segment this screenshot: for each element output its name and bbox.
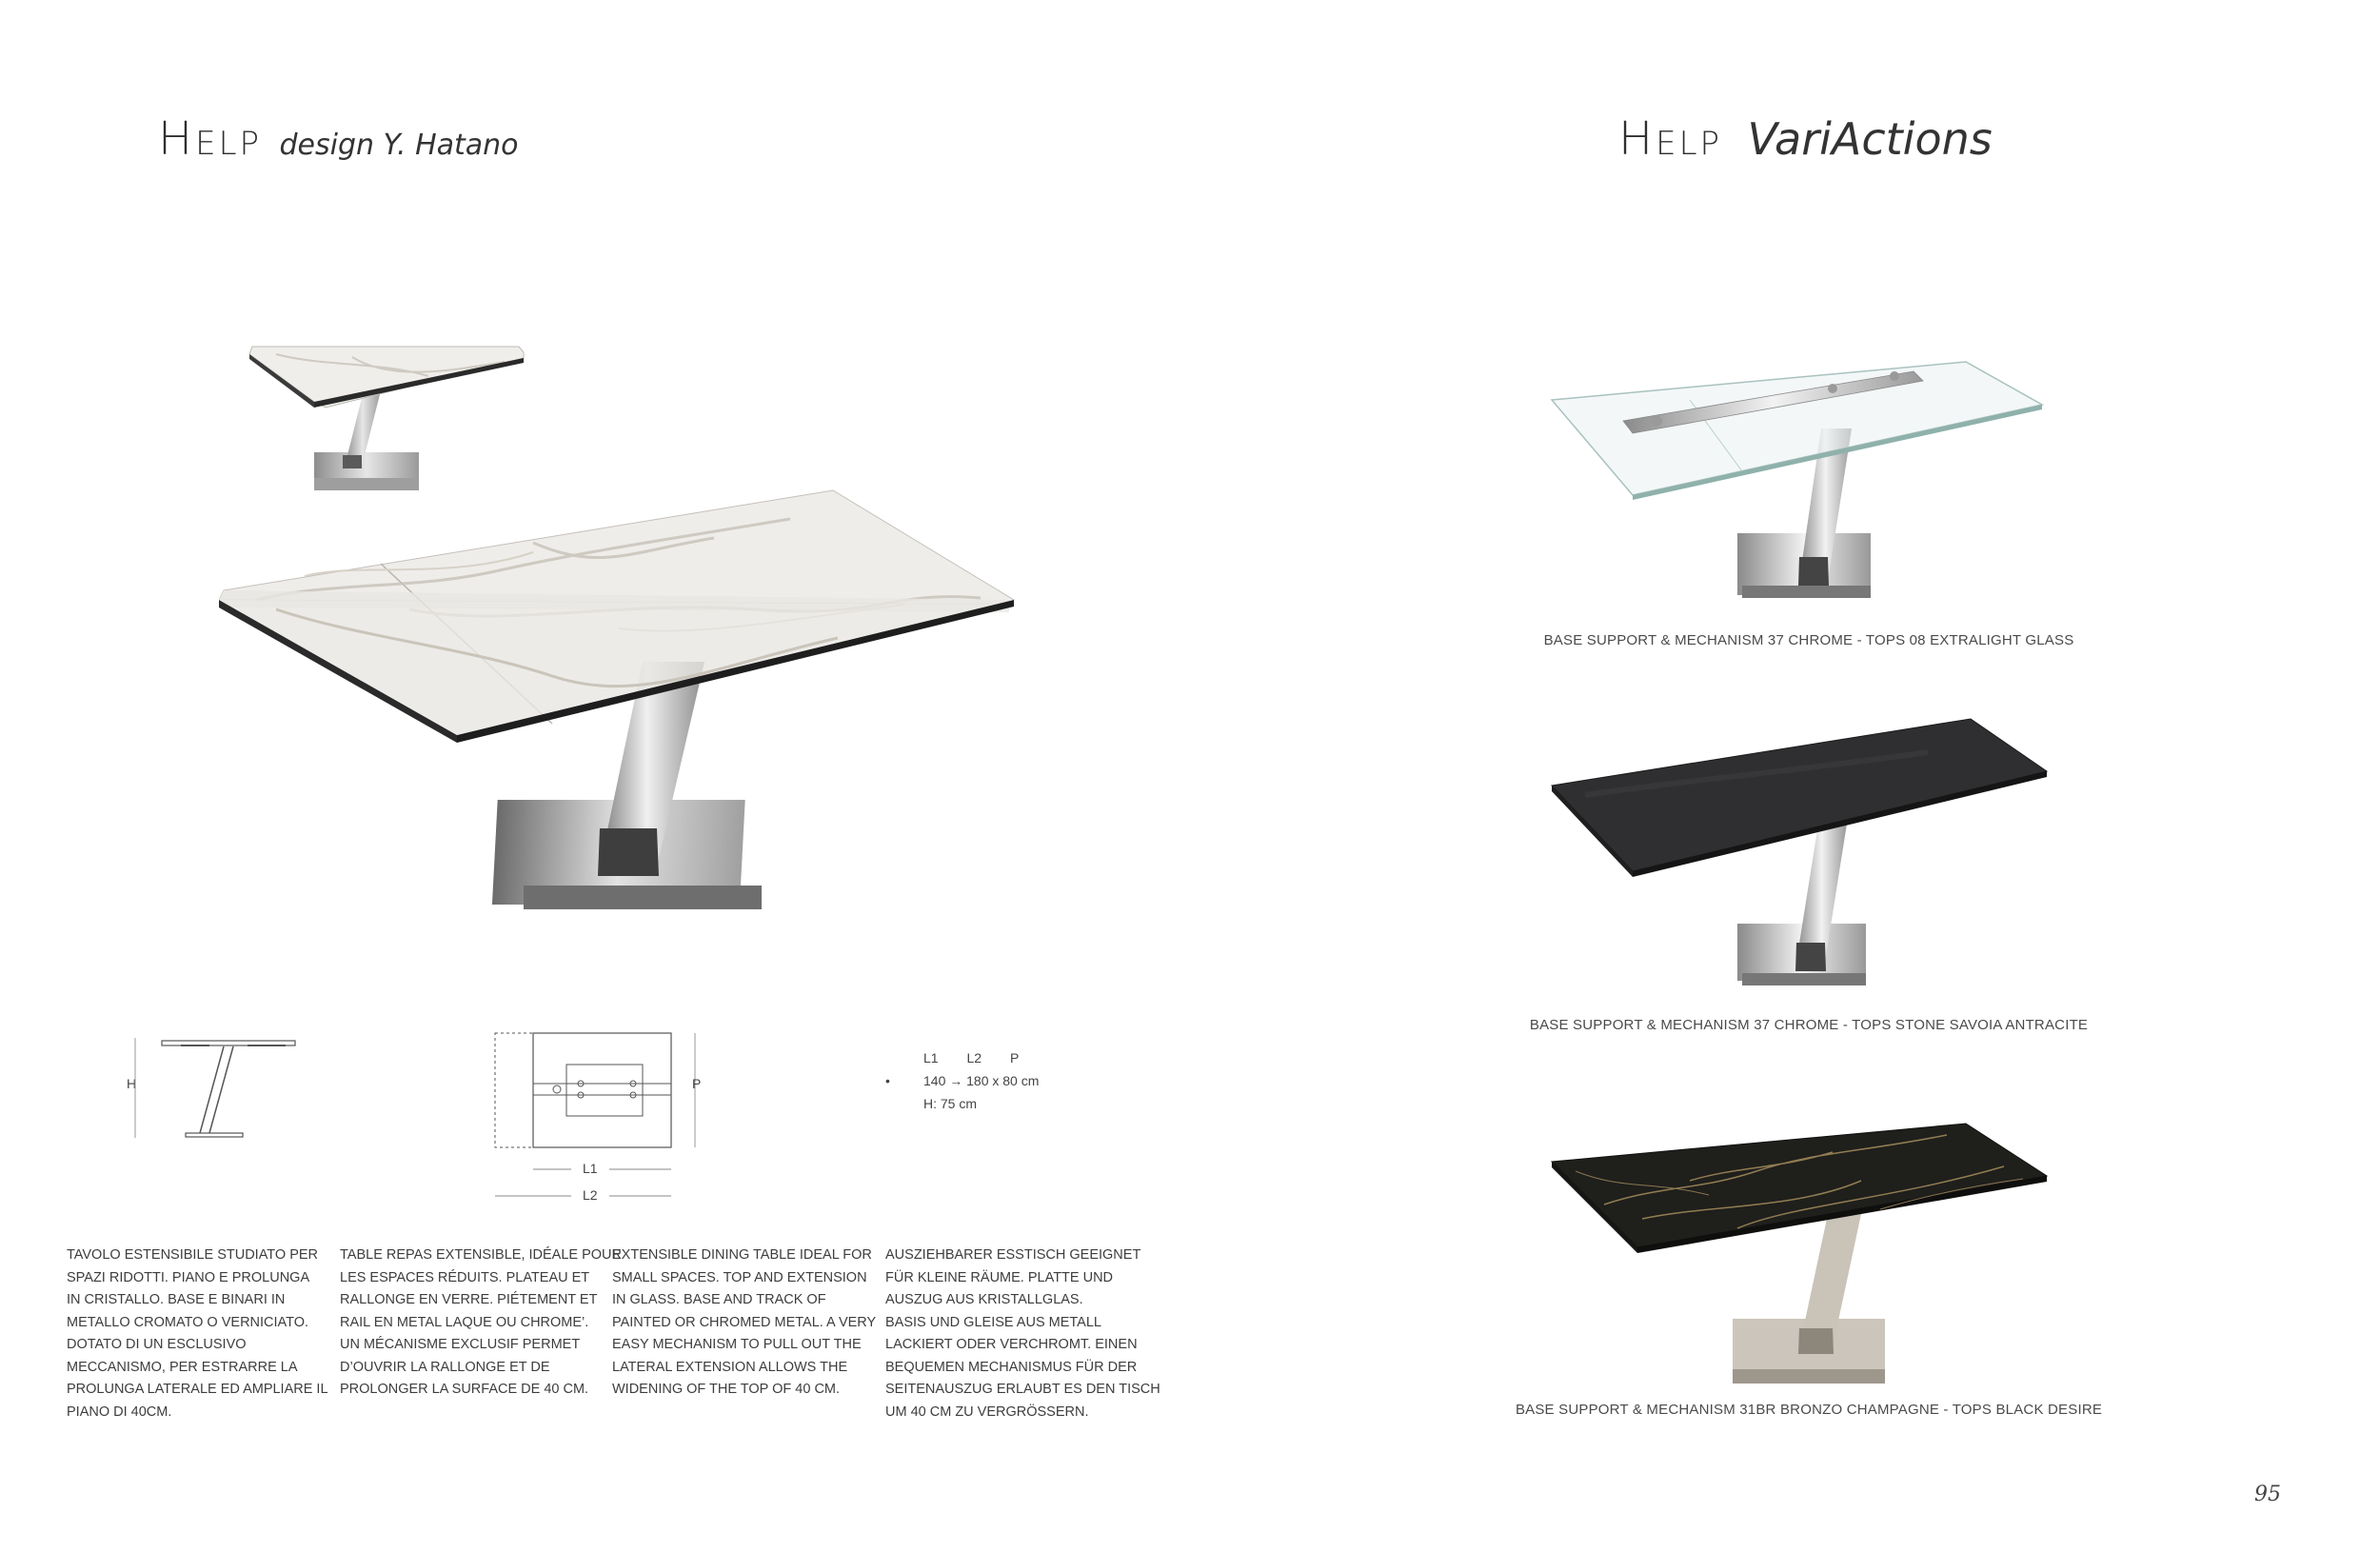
desc-line: LATERAL EXTENSION ALLOWS THE	[612, 1359, 848, 1375]
desc-line: LACKIERT ODER VERCHROMT. EINEN	[885, 1337, 1138, 1352]
dimensions-sizes: 140 → 180 x 80 cm	[923, 1073, 1040, 1088]
desc-line: AUSZUG AUS KRISTALLGLAS.	[885, 1292, 1083, 1307]
left-title-block	[158, 112, 519, 166]
variation-caption-1: BASE SUPPORT & MECHANISM 37 CHROME - TOPS 08 EXTRALIGHT GLASS	[1543, 632, 2074, 648]
desc-line: AUSZIEHBARER ESSTISCH GEEIGNET	[885, 1247, 1141, 1263]
desc-line: RAIL EN METAL LAQUE OU CHROME’.	[340, 1314, 589, 1330]
desc-line: UM 40 CM ZU VERGRÖSSERN.	[885, 1404, 1089, 1420]
right-subtitle: VariActions	[1747, 113, 1993, 165]
desc-line: FÜR KLEINE RÄUME. PLATTE UND	[885, 1269, 1114, 1285]
desc-line: IN CRISTALLO. BASE E BINARI IN	[67, 1292, 286, 1307]
desc-line: SPAZI RIDOTTI. PIANO E PROLUNGA	[67, 1269, 310, 1285]
variation-glass-image	[1547, 352, 2052, 609]
desc-line: TABLE REPAS EXTENSIBLE, IDÉALE POUR	[340, 1247, 623, 1263]
desc-line: PROLUNGA LATERALE ED AMPLIARE IL	[67, 1382, 328, 1397]
left-title: Help	[158, 112, 263, 166]
dimensions-height: H: 75 cm	[923, 1096, 978, 1111]
description-italian	[67, 1244, 328, 1424]
desc-line: IN GLASS. BASE AND TRACK OF	[612, 1292, 826, 1307]
dim-header-p: P	[1009, 1050, 1020, 1065]
drawing-label-h: H	[127, 1076, 137, 1091]
desc-line: PAINTED OR CHROMED METAL. A VERY	[612, 1314, 877, 1330]
top-view-drawing	[490, 1028, 704, 1152]
desc-line: PIANO DI 40CM.	[67, 1404, 172, 1420]
dim-header-l1: L1	[923, 1050, 939, 1065]
desc-line: PROLONGER LA SURFACE DE 40 CM.	[340, 1382, 589, 1397]
right-title: Help	[1618, 112, 1723, 166]
variation-caption-3: BASE SUPPORT & MECHANISM 31BR BRONZO CHAMPAGNE - TOPS BLACK DESIRE	[1515, 1402, 2103, 1418]
dimensions-header	[923, 1050, 1019, 1065]
desc-line: UN MÉCANISME EXCLUSIF PERMET	[340, 1337, 581, 1352]
description-french	[340, 1244, 623, 1402]
variation-black-desire-image	[1547, 1114, 2052, 1400]
drawing-label-p: P	[692, 1076, 702, 1091]
desc-line: SMALL SPACES. TOP AND EXTENSION	[612, 1269, 867, 1285]
desc-line: METALLO CROMATO O VERNICIATO.	[67, 1314, 309, 1330]
description-english	[612, 1244, 877, 1402]
desc-line: RALLONGE EN VERRE. PIÉTEMENT ET	[340, 1292, 598, 1307]
dimensions-bullet: •	[885, 1073, 890, 1088]
desc-line: DOTATO DI UN ESCLUSIVO	[67, 1337, 247, 1352]
large-table-image	[219, 486, 1019, 924]
desc-line: SEITENAUSZUG ERLAUBT ES DEN TISCH	[885, 1382, 1160, 1397]
right-title-block	[1618, 112, 1993, 166]
desc-line: MECCANISMO, PER ESTRARRE LA	[67, 1359, 298, 1375]
desc-line: TAVOLO ESTENSIBILE STUDIATO PER	[67, 1247, 319, 1263]
desc-line: BEQUEMEN MECHANISMUS FÜR DER	[885, 1359, 1138, 1375]
variation-caption-2: BASE SUPPORT & MECHANISM 37 CHROME - TOPS STONE SAVOIA ANTRACITE	[1529, 1017, 2089, 1033]
page-number: 95	[2254, 1483, 2281, 1506]
desc-line: BASIS UND GLEISE AUS METALL	[885, 1314, 1101, 1330]
desc-line: EASY MECHANISM TO PULL OUT THE	[612, 1337, 862, 1352]
dim-header-l2: L2	[966, 1050, 982, 1065]
description-german	[885, 1244, 1160, 1424]
desc-line: LES ESPACES RÉDUITS. PLATEAU ET	[340, 1269, 590, 1285]
desc-line: EXTENSIBLE DINING TABLE IDEAL FOR	[612, 1247, 872, 1263]
small-table-image	[238, 333, 543, 505]
desc-line: WIDENING OF THE TOP OF 40 CM.	[612, 1382, 841, 1397]
variation-anthracite-image	[1547, 714, 2052, 990]
desc-line: D’OUVRIR LA RALLONGE ET DE	[340, 1359, 550, 1375]
side-view-drawing	[133, 1033, 305, 1143]
left-designer: design Y. Hatano	[279, 129, 519, 162]
drawing-label-l2: L2	[583, 1187, 598, 1203]
drawing-label-l1: L1	[583, 1161, 598, 1176]
